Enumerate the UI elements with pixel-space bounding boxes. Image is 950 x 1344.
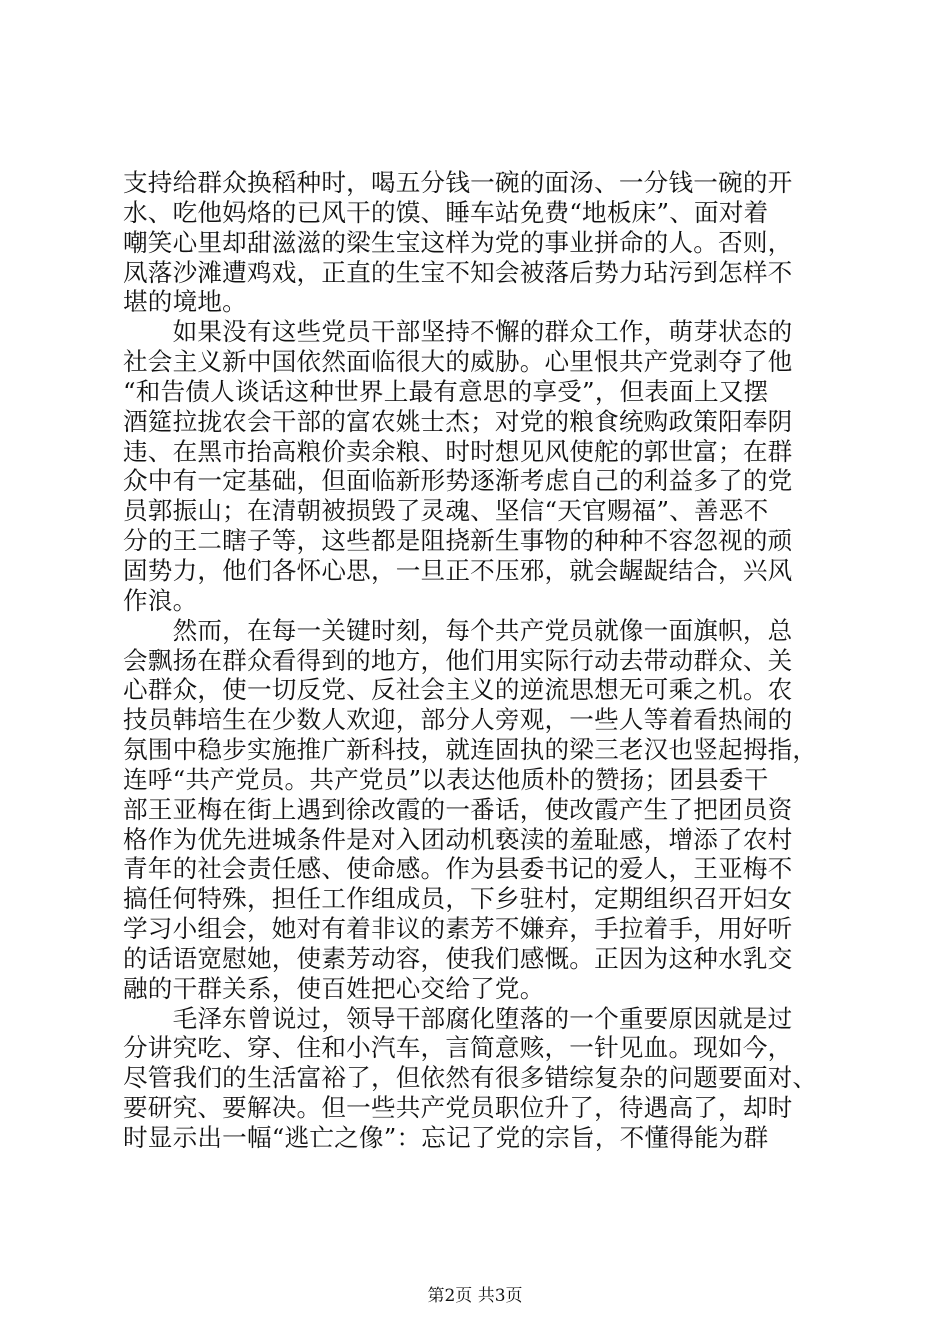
- text-line: 固势力，他们各怀心思，一旦正不压邪，就会龌龊结合，兴风: [123, 555, 793, 585]
- text-line: 时显示出一幅“逃亡之像”：忘记了党的宗旨，不懂得能为群: [123, 1123, 769, 1152]
- text-line: 要研究、要解决。但一些共产党员职位升了，待遇高了，却时: [123, 1093, 793, 1123]
- text-line: 然而，在每一关键时刻，每个共产党员就像一面旗帜，总: [123, 615, 793, 645]
- page-footer: [0, 1285, 950, 1307]
- text-line: 员郭振山；在清朝被损毁了灵魂、坚信“天官赐福”、善恶不: [123, 496, 769, 526]
- text-line: “和告债人谈话这种世界上最有意思的享受”，但表面上又摆: [123, 376, 769, 406]
- text-line: 氛围中稳步实施推广新科技，就连固执的梁三老汉也竖起拇指，: [123, 735, 818, 765]
- text-line: 众中有一定基础，但面临新形势逐渐考虑自己的利益多了的党: [123, 466, 793, 496]
- text-line: 的话语宽慰她，使素芳动容，使我们感慨。正因为这种水乳交: [123, 943, 793, 973]
- body-text: [123, 168, 843, 1153]
- text-line: 连呼“共产党员。共产党员”以表达他质朴的赞扬；团县委干: [123, 764, 769, 794]
- text-line: 嘲笑心里却甜滋滋的梁生宝这样为党的事业拼命的人。否则，: [123, 227, 793, 257]
- text-line: 水、吃他妈烙的已风干的馍、睡车站免费“地板床”、面对着: [123, 197, 769, 227]
- text-line: 技员韩培生在少数人欢迎，部分人旁观，一些人等着看热闹的: [123, 705, 793, 735]
- text-line: 分讲究吃、穿、住和小汽车，言简意赅，一针见血。现如今，: [123, 1033, 793, 1063]
- text-line: 毛泽东曾说过，领导干部腐化堕落的一个重要原因就是过: [123, 1003, 793, 1033]
- text-line: 青年的社会责任感、使命感。作为县委书记的爱人，王亚梅不: [123, 854, 793, 884]
- text-line: 凤落沙滩遭鸡戏，正直的生宝不知会被落后势力玷污到怎样不: [123, 257, 793, 287]
- text-line: 酒筵拉拢农会干部的富农姚士杰；对党的粮食统购政策阳奉阴: [123, 406, 793, 436]
- text-line: 社会主义新中国依然面临很大的威胁。心里恨共产党剥夺了他: [123, 347, 793, 377]
- text-line: 支持给群众换稻种时，喝五分钱一碗的面汤、一分钱一碗的开: [123, 168, 793, 197]
- text-line: 堪的境地。: [123, 287, 247, 317]
- text-line: 格作为优先进城条件是对入团动机亵渎的羞耻感，增添了农村: [123, 824, 793, 854]
- text-line: 尽管我们的生活富裕了，但依然有很多错综复杂的问题要面对、: [123, 1063, 818, 1093]
- text-line: 如果没有这些党员干部坚持不懈的群众工作，萌芽状态的: [123, 317, 793, 347]
- text-line: 部王亚梅在街上遇到徐改霞的一番话，使改霞产生了把团员资: [123, 794, 793, 824]
- text-line: 分的王二瞎子等，这些都是阻挠新生事物的种种不容忽视的顽: [123, 526, 793, 556]
- text-line: 违、在黑市抬高粮价卖余粮、时时想见风使舵的郭世富；在群: [123, 436, 793, 466]
- text-line: 学习小组会，她对有着非议的素芳不嫌弃，手拉着手，用好听: [123, 914, 793, 944]
- text-line: 心群众，使一切反党、反社会主义的逆流思想无可乘之机。农: [123, 675, 793, 705]
- text-line: 搞任何特殊，担任工作组成员，下乡驻村，定期组织召开妇女: [123, 884, 793, 914]
- text-line: 会飘扬在群众看得到的地方，他们用实际行动去带动群众、关: [123, 645, 793, 675]
- text-line: 融的干群关系，使百姓把心交给了党。: [123, 973, 545, 1003]
- page-number-label: 第2页 共3页: [427, 1286, 523, 1306]
- text-line: 作浪。: [123, 585, 198, 615]
